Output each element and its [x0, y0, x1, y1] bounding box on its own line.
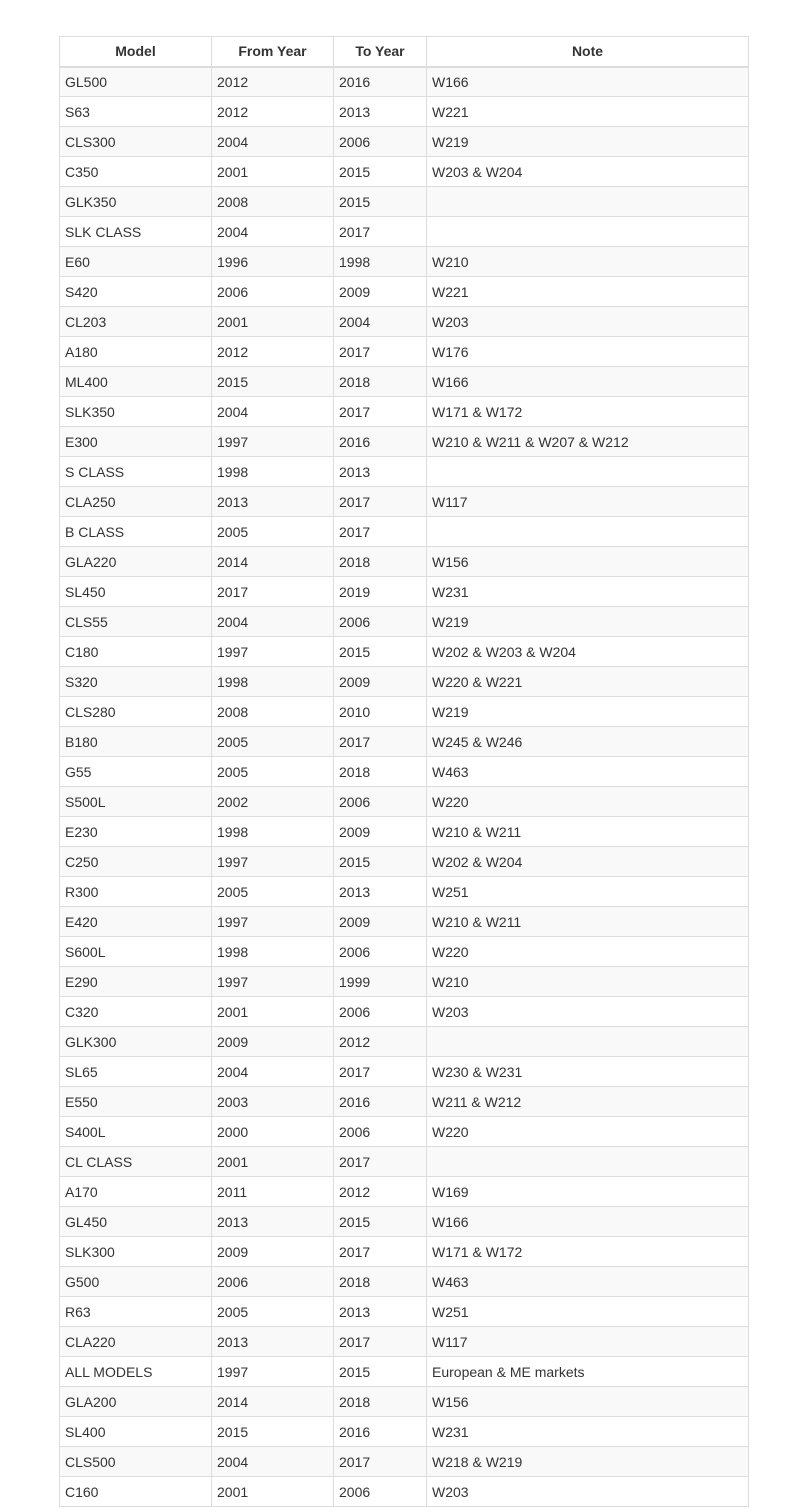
cell-from-year: 2015 [212, 1417, 334, 1447]
cell-note [427, 1147, 749, 1177]
table-row [60, 967, 749, 997]
cell-to-year: 2006 [334, 1477, 427, 1507]
cell-model: CL CLASS [60, 1147, 212, 1177]
cell-note: W203 [427, 997, 749, 1027]
cell-note: W210 [427, 247, 749, 277]
cell-model: E420 [60, 907, 212, 937]
cell-model: GLA220 [60, 547, 212, 577]
cell-from-year: 2004 [212, 607, 334, 637]
cell-model: S420 [60, 277, 212, 307]
cell-note: W117 [427, 487, 749, 517]
cell-note: W117 [427, 1327, 749, 1357]
cell-from-year: 1998 [212, 457, 334, 487]
table-row [60, 577, 749, 607]
cell-model: C180 [60, 637, 212, 667]
table-row [60, 487, 749, 517]
cell-model: C320 [60, 997, 212, 1027]
cell-to-year: 2006 [334, 937, 427, 967]
cell-model: GLK300 [60, 1027, 212, 1057]
cell-from-year: 2006 [212, 277, 334, 307]
cell-to-year: 2016 [334, 427, 427, 457]
cell-model: SL450 [60, 577, 212, 607]
cell-model: CLS280 [60, 697, 212, 727]
cell-note: W210 & W211 & W207 & W212 [427, 427, 749, 457]
cell-from-year: 2004 [212, 127, 334, 157]
table-row [60, 937, 749, 967]
table-row [60, 637, 749, 667]
cell-from-year: 2014 [212, 1387, 334, 1417]
cell-model: C160 [60, 1477, 212, 1507]
cell-model: S600L [60, 937, 212, 967]
table-row [60, 1267, 749, 1297]
cell-model: GLA200 [60, 1387, 212, 1417]
cell-from-year: 2001 [212, 157, 334, 187]
table-row [60, 757, 749, 787]
table-row [60, 517, 749, 547]
cell-model: CLS55 [60, 607, 212, 637]
cell-note: W156 [427, 1387, 749, 1417]
table-row [60, 1237, 749, 1267]
cell-to-year: 2004 [334, 307, 427, 337]
table-row [60, 877, 749, 907]
cell-note: W245 & W246 [427, 727, 749, 757]
cell-from-year: 2005 [212, 727, 334, 757]
cell-note: W463 [427, 757, 749, 787]
table-row [60, 817, 749, 847]
cell-from-year: 2005 [212, 757, 334, 787]
cell-from-year: 2001 [212, 997, 334, 1027]
table-row [60, 97, 749, 127]
cell-from-year: 2009 [212, 1027, 334, 1057]
cell-model: SLK350 [60, 397, 212, 427]
cell-note: W169 [427, 1177, 749, 1207]
cell-to-year: 2017 [334, 1237, 427, 1267]
cell-from-year: 1997 [212, 907, 334, 937]
cell-model: E300 [60, 427, 212, 457]
cell-note: W231 [427, 577, 749, 607]
table-row [60, 157, 749, 187]
cell-to-year: 1998 [334, 247, 427, 277]
cell-model: CLS500 [60, 1447, 212, 1477]
cell-to-year: 2017 [334, 487, 427, 517]
cell-from-year: 2001 [212, 1147, 334, 1177]
cell-model: C350 [60, 157, 212, 187]
cell-note: W202 & W204 [427, 847, 749, 877]
table-row [60, 1057, 749, 1087]
cell-note: W166 [427, 367, 749, 397]
cell-to-year: 2015 [334, 187, 427, 217]
cell-from-year: 2012 [212, 337, 334, 367]
cell-from-year: 2005 [212, 1297, 334, 1327]
header-from-year: From Year [212, 37, 334, 67]
header-model: Model [60, 37, 212, 67]
table-row [60, 667, 749, 697]
cell-model: GL450 [60, 1207, 212, 1237]
cell-to-year: 1999 [334, 967, 427, 997]
cell-model: B CLASS [60, 517, 212, 547]
cell-to-year: 2018 [334, 1387, 427, 1417]
cell-from-year: 2000 [212, 1117, 334, 1147]
compatibility-table [59, 36, 749, 1507]
cell-note: W220 [427, 787, 749, 817]
table-row [60, 307, 749, 337]
cell-model: S500L [60, 787, 212, 817]
table-row [60, 367, 749, 397]
table-row [60, 397, 749, 427]
cell-model: E60 [60, 247, 212, 277]
cell-model: R300 [60, 877, 212, 907]
cell-from-year: 1998 [212, 937, 334, 967]
cell-note [427, 217, 749, 247]
table-row [60, 1177, 749, 1207]
cell-note: W251 [427, 1297, 749, 1327]
cell-to-year: 2006 [334, 127, 427, 157]
table-row [60, 997, 749, 1027]
cell-model: E290 [60, 967, 212, 997]
cell-model: GL500 [60, 67, 212, 97]
cell-to-year: 2013 [334, 1297, 427, 1327]
cell-model: S400L [60, 1117, 212, 1147]
cell-to-year: 2012 [334, 1177, 427, 1207]
cell-to-year: 2017 [334, 517, 427, 547]
table-row [60, 727, 749, 757]
cell-from-year: 2015 [212, 367, 334, 397]
cell-model: SLK300 [60, 1237, 212, 1267]
table-row [60, 247, 749, 277]
cell-model: E230 [60, 817, 212, 847]
cell-to-year: 2010 [334, 697, 427, 727]
cell-note: W210 [427, 967, 749, 997]
cell-to-year: 2017 [334, 397, 427, 427]
cell-model: G500 [60, 1267, 212, 1297]
table-row [60, 697, 749, 727]
cell-note: W166 [427, 67, 749, 97]
cell-to-year: 2009 [334, 907, 427, 937]
table-row [60, 607, 749, 637]
table-row [60, 427, 749, 457]
cell-note: W203 [427, 1477, 749, 1507]
cell-model: A180 [60, 337, 212, 367]
cell-note: W220 & W221 [427, 667, 749, 697]
cell-note: W210 & W211 [427, 817, 749, 847]
cell-from-year: 1998 [212, 667, 334, 697]
cell-from-year: 1997 [212, 967, 334, 997]
cell-to-year: 2015 [334, 637, 427, 667]
table-row [60, 1417, 749, 1447]
cell-from-year: 1998 [212, 817, 334, 847]
cell-to-year: 2018 [334, 1267, 427, 1297]
cell-note: W220 [427, 937, 749, 967]
table-row [60, 1087, 749, 1117]
cell-to-year: 2016 [334, 67, 427, 97]
cell-from-year: 2004 [212, 217, 334, 247]
cell-note: W230 & W231 [427, 1057, 749, 1087]
cell-from-year: 2008 [212, 697, 334, 727]
cell-model: R63 [60, 1297, 212, 1327]
cell-from-year: 2013 [212, 487, 334, 517]
cell-note: European & ME markets [427, 1357, 749, 1387]
cell-model: CLS300 [60, 127, 212, 157]
cell-note: W220 [427, 1117, 749, 1147]
cell-from-year: 2004 [212, 397, 334, 427]
cell-note: W166 [427, 1207, 749, 1237]
cell-from-year: 2017 [212, 577, 334, 607]
table-row [60, 187, 749, 217]
cell-model: ALL MODELS [60, 1357, 212, 1387]
cell-to-year: 2017 [334, 727, 427, 757]
cell-from-year: 1997 [212, 847, 334, 877]
cell-model: S63 [60, 97, 212, 127]
table-row [60, 1387, 749, 1417]
cell-model: A170 [60, 1177, 212, 1207]
cell-note: W210 & W211 [427, 907, 749, 937]
table-row [60, 1447, 749, 1477]
cell-to-year: 2006 [334, 1117, 427, 1147]
cell-from-year: 1997 [212, 1357, 334, 1387]
table-row [60, 847, 749, 877]
table-row [60, 1297, 749, 1327]
table-row [60, 547, 749, 577]
cell-from-year: 2001 [212, 1477, 334, 1507]
cell-model: E550 [60, 1087, 212, 1117]
cell-to-year: 2015 [334, 847, 427, 877]
cell-from-year: 1997 [212, 427, 334, 457]
cell-model: CL203 [60, 307, 212, 337]
cell-from-year: 2006 [212, 1267, 334, 1297]
cell-to-year: 2018 [334, 547, 427, 577]
cell-note [427, 517, 749, 547]
cell-to-year: 2017 [334, 1147, 427, 1177]
cell-to-year: 2006 [334, 787, 427, 817]
cell-from-year: 2005 [212, 877, 334, 907]
cell-from-year: 2001 [212, 307, 334, 337]
cell-to-year: 2018 [334, 367, 427, 397]
cell-model: SL400 [60, 1417, 212, 1447]
cell-to-year: 2016 [334, 1087, 427, 1117]
cell-model: CLA220 [60, 1327, 212, 1357]
cell-note: W203 [427, 307, 749, 337]
cell-to-year: 2018 [334, 757, 427, 787]
table-row [60, 1027, 749, 1057]
cell-to-year: 2017 [334, 217, 427, 247]
table-row [60, 337, 749, 367]
cell-to-year: 2012 [334, 1027, 427, 1057]
cell-model: C250 [60, 847, 212, 877]
cell-model: B180 [60, 727, 212, 757]
cell-to-year: 2009 [334, 817, 427, 847]
cell-from-year: 2002 [212, 787, 334, 817]
cell-to-year: 2013 [334, 877, 427, 907]
cell-note: W251 [427, 877, 749, 907]
cell-to-year: 2013 [334, 97, 427, 127]
table-header-row [60, 37, 749, 67]
cell-note: W171 & W172 [427, 397, 749, 427]
cell-model: S320 [60, 667, 212, 697]
cell-note: W231 [427, 1417, 749, 1447]
table-row [60, 457, 749, 487]
cell-to-year: 2017 [334, 337, 427, 367]
cell-note: W211 & W212 [427, 1087, 749, 1117]
cell-from-year: 2004 [212, 1057, 334, 1087]
cell-model: SLK CLASS [60, 217, 212, 247]
table-row [60, 1357, 749, 1387]
cell-to-year: 2017 [334, 1447, 427, 1477]
cell-note [427, 187, 749, 217]
cell-note: W203 & W204 [427, 157, 749, 187]
cell-note: W219 [427, 697, 749, 727]
cell-from-year: 2004 [212, 1447, 334, 1477]
cell-note: W202 & W203 & W204 [427, 637, 749, 667]
table-row [60, 1207, 749, 1237]
cell-from-year: 2005 [212, 517, 334, 547]
table-row [60, 1117, 749, 1147]
table-body [60, 67, 749, 1507]
cell-from-year: 2012 [212, 97, 334, 127]
cell-from-year: 2013 [212, 1207, 334, 1237]
cell-model: CLA250 [60, 487, 212, 517]
cell-note: W171 & W172 [427, 1237, 749, 1267]
cell-from-year: 2014 [212, 547, 334, 577]
cell-from-year: 2011 [212, 1177, 334, 1207]
cell-model: S CLASS [60, 457, 212, 487]
table-row [60, 217, 749, 247]
table-row [60, 1147, 749, 1177]
cell-to-year: 2006 [334, 607, 427, 637]
table-row [60, 787, 749, 817]
compatibility-table-container [59, 36, 748, 1507]
cell-to-year: 2015 [334, 157, 427, 187]
cell-to-year: 2017 [334, 1057, 427, 1087]
cell-note: W463 [427, 1267, 749, 1297]
cell-to-year: 2019 [334, 577, 427, 607]
cell-from-year: 2009 [212, 1237, 334, 1267]
cell-note [427, 1027, 749, 1057]
cell-note: W221 [427, 97, 749, 127]
cell-model: GLK350 [60, 187, 212, 217]
cell-from-year: 2012 [212, 67, 334, 97]
cell-note [427, 457, 749, 487]
cell-model: SL65 [60, 1057, 212, 1087]
cell-note: W219 [427, 127, 749, 157]
cell-to-year: 2006 [334, 997, 427, 1027]
cell-from-year: 1996 [212, 247, 334, 277]
table-row [60, 127, 749, 157]
cell-from-year: 2013 [212, 1327, 334, 1357]
header-to-year: To Year [334, 37, 427, 67]
cell-to-year: 2009 [334, 667, 427, 697]
cell-from-year: 2008 [212, 187, 334, 217]
table-row [60, 1327, 749, 1357]
cell-note: W218 & W219 [427, 1447, 749, 1477]
cell-model: G55 [60, 757, 212, 787]
cell-to-year: 2013 [334, 457, 427, 487]
cell-from-year: 1997 [212, 637, 334, 667]
cell-note: W156 [427, 547, 749, 577]
table-row [60, 67, 749, 97]
cell-from-year: 2003 [212, 1087, 334, 1117]
table-row [60, 907, 749, 937]
cell-to-year: 2017 [334, 1327, 427, 1357]
table-row [60, 1477, 749, 1507]
cell-to-year: 2015 [334, 1207, 427, 1237]
header-note: Note [427, 37, 749, 67]
cell-to-year: 2009 [334, 277, 427, 307]
cell-model: ML400 [60, 367, 212, 397]
cell-note: W221 [427, 277, 749, 307]
cell-to-year: 2015 [334, 1357, 427, 1387]
cell-note: W176 [427, 337, 749, 367]
cell-note: W219 [427, 607, 749, 637]
table-row [60, 277, 749, 307]
cell-to-year: 2016 [334, 1417, 427, 1447]
